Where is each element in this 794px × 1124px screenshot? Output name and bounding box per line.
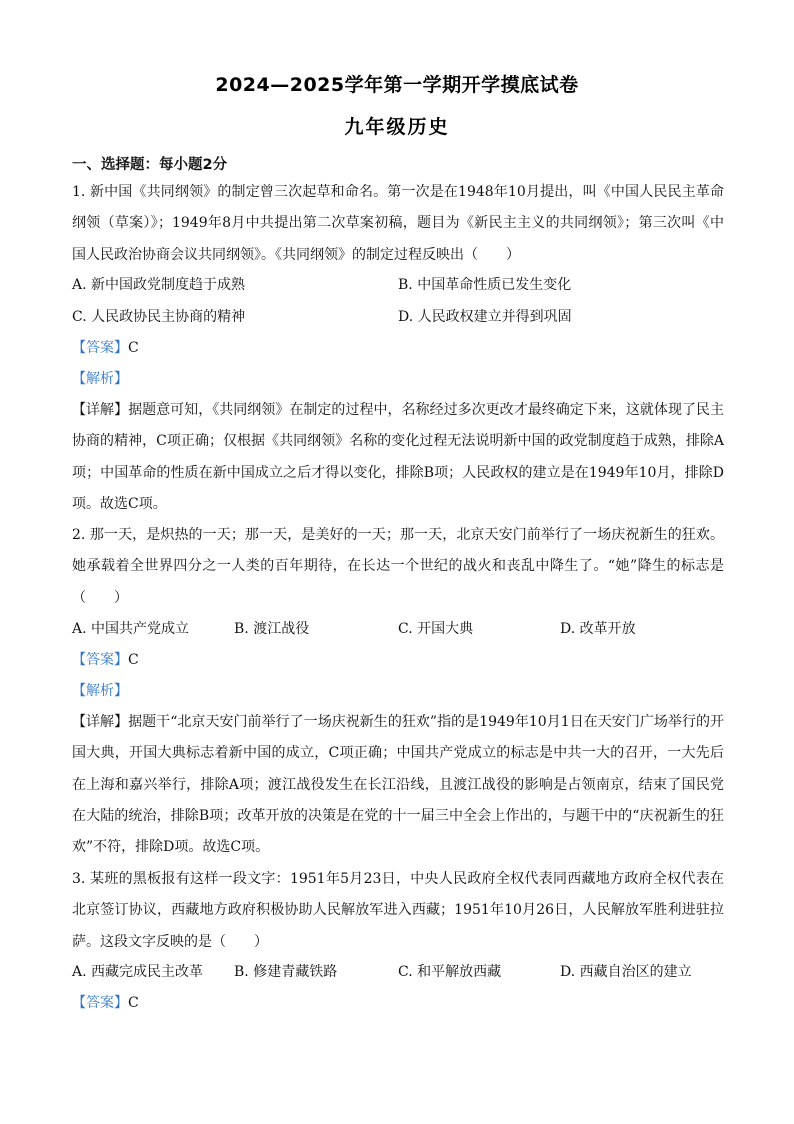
- section-heading: 一、选择题：每小题2分: [72, 157, 228, 173]
- question-3-option-b: B. 修建青藏铁路: [234, 964, 338, 980]
- question-3-stem: 3. 某班的黑板报有这样一段文字：1951年5月23日，中央人民政府全权代表同西藏地方政府全权代表在北京签订协议，西藏地方政府积极协助人民解放军进入西藏；1951年10月26日，人民解放军胜利进驻拉萨。这段文字反映的是（ ）: [72, 871, 724, 950]
- analysis-tag: 【解析】: [72, 371, 128, 387]
- question-2-options-row: [72, 614, 732, 645]
- answer-value: C: [128, 995, 139, 1011]
- question-1-options-row-1: [72, 270, 732, 301]
- answer-value: C: [128, 652, 139, 668]
- detail-tag: 【详解】: [72, 402, 129, 418]
- question-1-stem: 1. 新中国《共同纲领》的制定曾三次起草和命名。第一次是在1948年10月提出，叫《中国人民民主革命纲领（草案）》；1949年8月中共提出第二次草案初稿，题目为《新民主主义的共同纲领》；第三次叫《中国人民政治协商会议共同纲领》。《共同纲领》的制定过程反映出（ ）: [72, 184, 724, 263]
- question-2-option-d: D. 改革开放: [560, 621, 636, 637]
- question-3-option-d: D. 西藏自治区的建立: [560, 964, 692, 980]
- analysis-tag: 【解析】: [72, 683, 128, 699]
- answer-tag: 【答案】: [72, 995, 128, 1011]
- exam-title: 2024—2025学年第一学期开学摸底试卷: [215, 74, 579, 96]
- question-1-option-a: A. 新中国政党制度趋于成熟: [72, 277, 246, 293]
- question-2-option-a: A. 中国共产党成立: [72, 621, 190, 637]
- answer-value: C: [128, 340, 139, 356]
- question-1-options-row-2: [72, 302, 732, 333]
- question-2-option-b: B. 渡江战役: [234, 621, 310, 637]
- question-2-detail: [72, 707, 724, 863]
- question-1-analysis-tag: [72, 364, 128, 395]
- question-3-option-a: A. 西藏完成民主改革: [72, 964, 204, 980]
- question-3-option-c: C. 和平解放西藏: [398, 964, 502, 980]
- question-1-answer: [72, 333, 139, 364]
- detail-text: 据题意可知，《共同纲领》在制定的过程中，名称经过多次更改才最终确定下来，这就体现了民主协商的精神，C项正确；仅根据《共同纲领》名称的变化过程无法说明新中国的政党制度趋于成熟，排除A项；中国革命的性质在新中国成立之后才得以变化，排除B项；人民政权的建立是在1949年10月，排除D项。故选C项。: [72, 402, 725, 512]
- detail-text: 据题干“北京天安门前举行了一场庆祝新生的狂欢”指的是1949年10月1日在天安门广场举行的开国大典，开国大典标志着新中国的成立，C项正确；中国共产党成立的标志是中共一大的召开，一大先后在上海和嘉兴举行，排除A项；渡江战役发生在长江沿线，且渡江战役的影响是占领南京，结束了国民党在大陆的统治，排除B项；改革开放的决策是在党的十一届三中全会上作出的，与题干中的“庆祝新生的狂欢”不符，排除D项。故选C项。: [72, 714, 724, 856]
- question-1-option-c: C. 人民政协民主协商的精神: [72, 309, 246, 325]
- question-1-detail: [72, 395, 724, 520]
- exam-subtitle: 九年级历史: [344, 116, 450, 138]
- question-2-stem: 2. 那一天，是炽热的一天；那一天，是美好的一天；那一天，北京天安门前举行了一场庆祝新生的狂欢。她承载着全世界四分之一人类的百年期待，在长达一个世纪的战火和丧乱中降生了。“她”降生的标志是（ ）: [72, 527, 724, 606]
- question-2-analysis-tag: [72, 676, 128, 707]
- question-3-answer: [72, 988, 139, 1019]
- answer-tag: 【答案】: [72, 340, 128, 356]
- question-1-option-d: D. 人民政权建立并得到巩固: [398, 309, 572, 325]
- answer-tag: 【答案】: [72, 652, 128, 668]
- question-2-option-c: C. 开国大典: [398, 621, 474, 637]
- question-1-option-b: B. 中国革命性质已发生变化: [398, 277, 572, 293]
- question-3-options-row: [72, 957, 732, 988]
- detail-tag: 【详解】: [72, 714, 129, 730]
- question-2-answer: [72, 645, 139, 676]
